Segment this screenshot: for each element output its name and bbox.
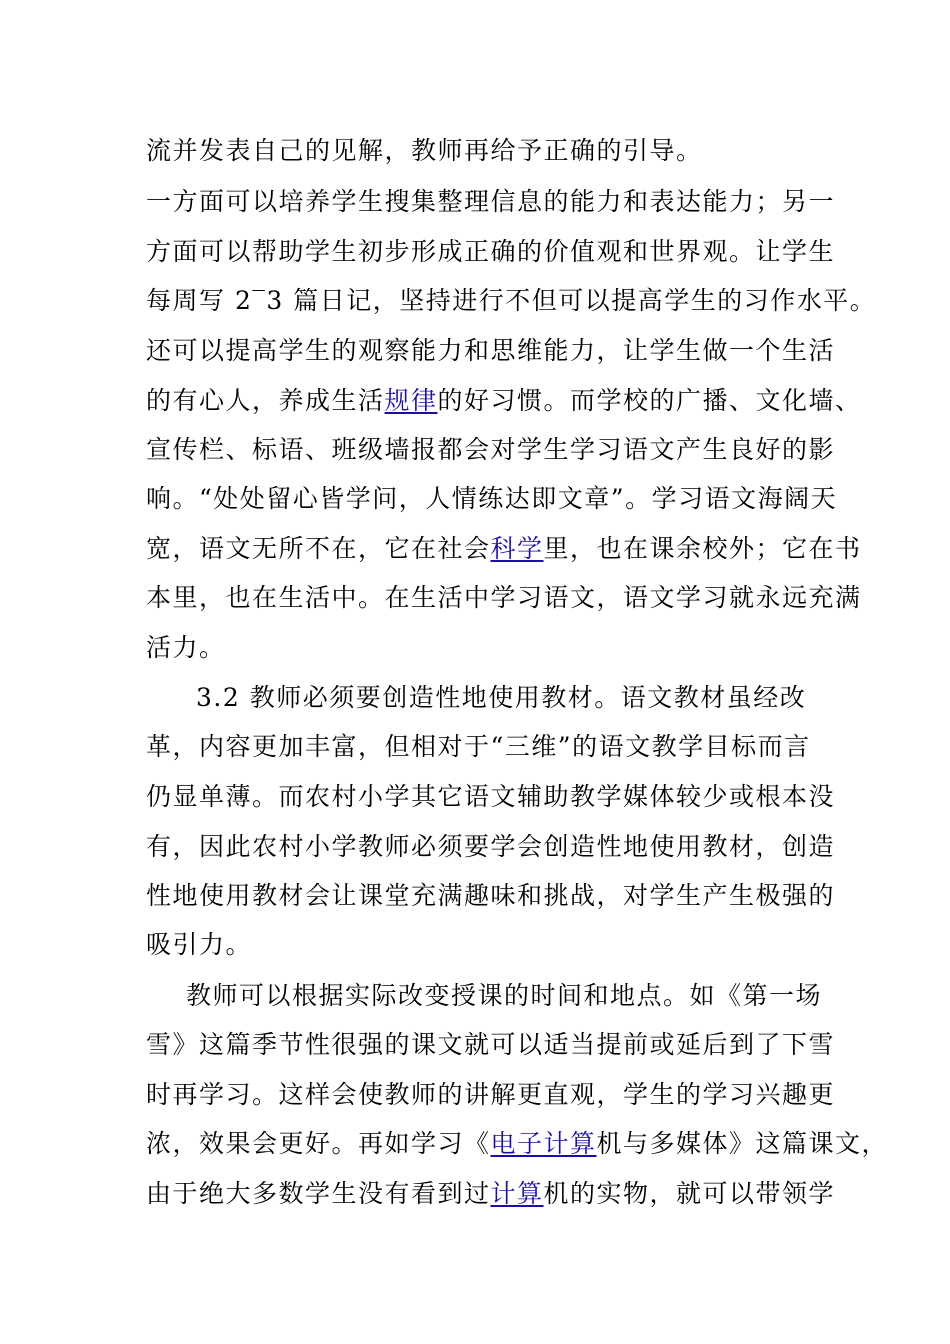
text-segment: 方面可以帮助学生初步形成正确的价值观和世界观。让学生 [146,237,836,266]
text-segment: 的有心人，养成生活 [146,386,385,415]
text-line [186,979,822,1013]
text-segment: 还可以提高学生的观察能力和思维能力，让学生做一个生活 [146,336,836,365]
text-line [146,532,862,566]
text-segment: 有，因此农村小学教师必须要学会创造性地使用教材，创造 [146,832,836,861]
text-segment: 雪》这篇季节性很强的课文就可以适当提前或延后到了下雪 [146,1030,836,1059]
text-line [146,334,835,368]
text-segment: 吸引力。 [146,930,253,959]
text-line [146,235,835,269]
text-line [146,1127,888,1161]
text-segment: 性地使用教材会让课堂充满趣味和挑战，对学生产生极强的 [146,881,836,910]
text-segment: 宽，语文无所不在，它在社会 [146,534,491,563]
text-line [146,730,811,764]
text-line [146,482,837,516]
text-segment: 一方面可以培养学生搜集整理信息的能力和表达能力；另一 [146,187,836,216]
text-line [196,681,806,715]
text-line [146,284,876,318]
link-dianzi-jisuan[interactable]: 电子计算 [490,1129,597,1158]
text-line [146,928,252,962]
text-line [146,631,226,665]
text-segment: 宣传栏、标语、班级墙报都会对学生学习语文产生良好的影 [146,435,836,464]
text-segment: 由于绝大多数学生没有看到过 [146,1179,491,1208]
text-line [146,134,703,168]
text-segment: 机的实物，就可以带领学 [543,1179,836,1208]
text-line [146,433,835,467]
text-line [146,780,835,814]
text-segment: 机与多媒体》这篇课文， [596,1129,889,1158]
text-segment: 教师可以根据实际改变授课的时间和地点。如《第一场 [186,981,823,1010]
text-line [146,1028,835,1062]
text-segment: 浓，效果会更好。再如学习《 [146,1129,491,1158]
text-segment: 3.2 教师必须要创造性地使用教材。语文教材虽经改 [196,683,807,712]
text-segment: 流并发表自己的见解，教师再给予正确的引导。 [146,136,703,165]
text-line [146,830,835,864]
link-kexue[interactable]: 科学 [490,534,544,563]
link-guilv[interactable]: 规律 [384,386,438,415]
text-segment: 活力。 [146,633,226,662]
text-segment: 响。“处处留心皆学问，人情练达即文章”。学习语文海阔天 [146,484,838,513]
text-line [146,581,862,615]
text-line [146,384,862,418]
text-segment: 时再学习。这样会使教师的讲解更直观，学生的学习兴趣更 [146,1080,836,1109]
text-line [146,1078,835,1112]
text-segment: 本里，也在生活中。在生活中学习语文，语文学习就永远充满 [146,583,862,612]
text-line [146,1177,835,1211]
text-segment: 革，内容更加丰富，但相对于“三维”的语文教学目标而言 [146,732,811,761]
text-line [146,879,835,913]
link-jisuan[interactable]: 计算 [490,1179,544,1208]
text-line [146,185,835,219]
text-segment: 的好习惯。而学校的广播、文化墙、 [437,386,862,415]
text-segment: 每周写 2‾3 篇日记，坚持进行不但可以提高学生的习作水平。 [146,286,877,315]
text-segment: 仍显单薄。而农村小学其它语文辅助教学媒体较少或根本没 [146,782,836,811]
text-segment: 里，也在课余校外；它在书 [543,534,862,563]
